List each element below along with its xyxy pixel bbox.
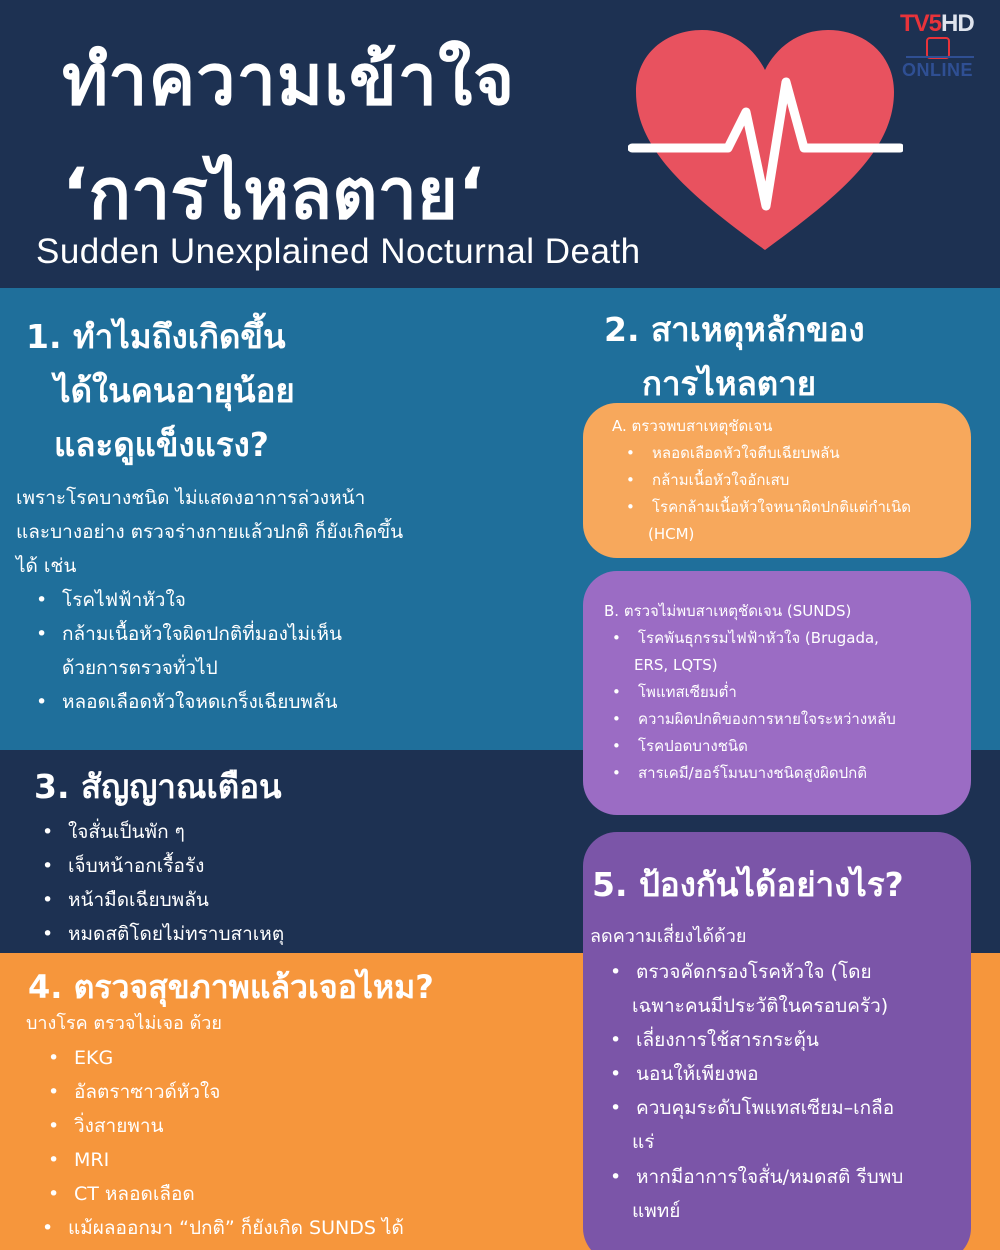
box-a-tail: (HCM) (648, 525, 695, 543)
section1-heading-1: 1. ทำไมถึงเกิดขึ้น (26, 317, 286, 356)
list-item: • หากมีอาการใจสั่น/หมดสติ รีบพบ (636, 1160, 903, 1194)
section1-list (62, 583, 342, 719)
box-a-list (652, 440, 911, 521)
list-item: • แม้ผลออกมา “ปกติ” ก็ยังเกิด SUNDS ได้ (68, 1211, 404, 1245)
section1-heading-3: และดูแข็งแรง? (54, 425, 269, 464)
section1-para-1: เพราะโรคบางชนิด ไม่แสดงอาการล่วงหน้า (16, 487, 366, 509)
section5-heading: 5. ป้องกันได้อย่างไร? (592, 865, 904, 904)
list-item: • หลอดเลือดหัวใจหดเกร็งเฉียบพลัน (62, 685, 342, 719)
section4-list-last (68, 1211, 404, 1245)
box-b-list (638, 625, 879, 652)
list-item: • เจ็บหน้าอกเรื้อรัง (68, 849, 284, 883)
section3-heading: 3. สัญญาณเตือน (34, 767, 282, 806)
logo-brand: TV5 (900, 10, 942, 37)
list-item: • กล้ามเนื้อหัวใจผิดปกติที่มองไม่เห็น (62, 617, 342, 651)
header (0, 0, 1000, 288)
list-item: • สารเคมี/ฮอร์โมนบางชนิดสูงผิดปกติ (638, 760, 896, 787)
list-item: • นอนให้เพียงพอ (636, 1057, 894, 1091)
section5-item1-cont: เฉพาะคนมีประวัติในครอบครัว) (632, 995, 889, 1017)
list-item: • ใจสั่นเป็นพัก ๆ (68, 815, 284, 849)
section4-intro: บางโรค ตรวจไม่เจอ ด้วย (26, 1013, 222, 1034)
box-b-item1-cont: ERS, LQTS) (634, 656, 718, 674)
logo-divider (906, 56, 974, 58)
list-item: • ความผิดปกติของการหายใจระหว่างหลับ (638, 706, 896, 733)
list-item: • กล้ามเนื้อหัวใจอักเสบ (652, 467, 911, 494)
list-item: • หลอดเลือดหัวใจตีบเฉียบพลัน (652, 440, 911, 467)
logo-online: ONLINE (902, 60, 974, 80)
list-item: • MRI (74, 1143, 220, 1177)
list-item: • โรคไฟฟ้าหัวใจ (62, 583, 342, 617)
list-item: • หมดสติโดยไม่ทราบสาเหตุ (68, 917, 284, 951)
section5-item5-cont: แพทย์ (632, 1200, 681, 1222)
subtitle: Sudden Unexplained Nocturnal Death (36, 232, 641, 271)
list-item-cont-text: ด้วยการตรวจทั่วไป (62, 657, 218, 679)
list-item: • โรคปอดบางชนิด (638, 733, 896, 760)
list-item: • ควบคุมระดับโพแทสเซียม–เกลือ (636, 1091, 894, 1125)
list-item: • โรคกล้ามเนื้อหัวใจหนาผิดปกติแต่กำเนิด (652, 494, 911, 521)
list-item: • EKG (74, 1041, 220, 1075)
list-item: • โรคพันธุกรรมไฟฟ้าหัวใจ (Brugada, (638, 625, 879, 652)
section1-para-2: และบางอย่าง ตรวจร่างกายแล้วปกติ ก็ยังเกิดขึ้น (16, 521, 404, 543)
section1-heading-2: ได้ในคนอายุน้อย (54, 371, 295, 410)
section2-heading-1: 2. สาเหตุหลักของ (604, 310, 865, 349)
section4-list (74, 1041, 220, 1211)
list-item: • ตรวจคัดกรองโรคหัวใจ (โดย (636, 955, 872, 989)
section4-heading: 4. ตรวจสุขภาพแล้วเจอไหม? (28, 968, 434, 1006)
title-line1: ทำความเข้าใจ (62, 39, 516, 121)
list-item: • หน้ามืดเฉียบพลัน (68, 883, 284, 917)
section2-heading-2: การไหลตาย (642, 364, 817, 403)
list-item: • วิ่งสายพาน (74, 1109, 220, 1143)
list-item-cont (62, 651, 342, 685)
heart-icon (628, 24, 903, 256)
tv5-online-logo (900, 10, 982, 82)
list-item: • เลี่ยงการใช้สารกระตุ้น (636, 1023, 894, 1057)
section1-para-3: ได้ เช่น (16, 555, 77, 577)
section5-list-3 (636, 1160, 903, 1194)
section3-list (68, 815, 284, 951)
title-line2: ‘การไหลตาย‘ (62, 153, 485, 235)
section5-list (636, 955, 872, 989)
section5-item4-cont: แร่ (632, 1131, 655, 1153)
box-b-title: B. ตรวจไม่พบสาเหตุชัดเจน (SUNDS) (604, 602, 852, 620)
box-b-list-2 (638, 679, 896, 787)
list-item: • โพแทสเซียมต่ำ (638, 679, 896, 706)
section5-intro: ลดความเสี่ยงได้ด้วย (590, 926, 747, 947)
list-item: • CT หลอดเลือด (74, 1177, 220, 1211)
logo-hd: HD (941, 10, 974, 37)
section5-list-2 (636, 1023, 894, 1125)
list-item: • อัลตราซาวด์หัวใจ (74, 1075, 220, 1109)
box-a-title: A. ตรวจพบสาเหตุชัดเจน (612, 417, 773, 435)
